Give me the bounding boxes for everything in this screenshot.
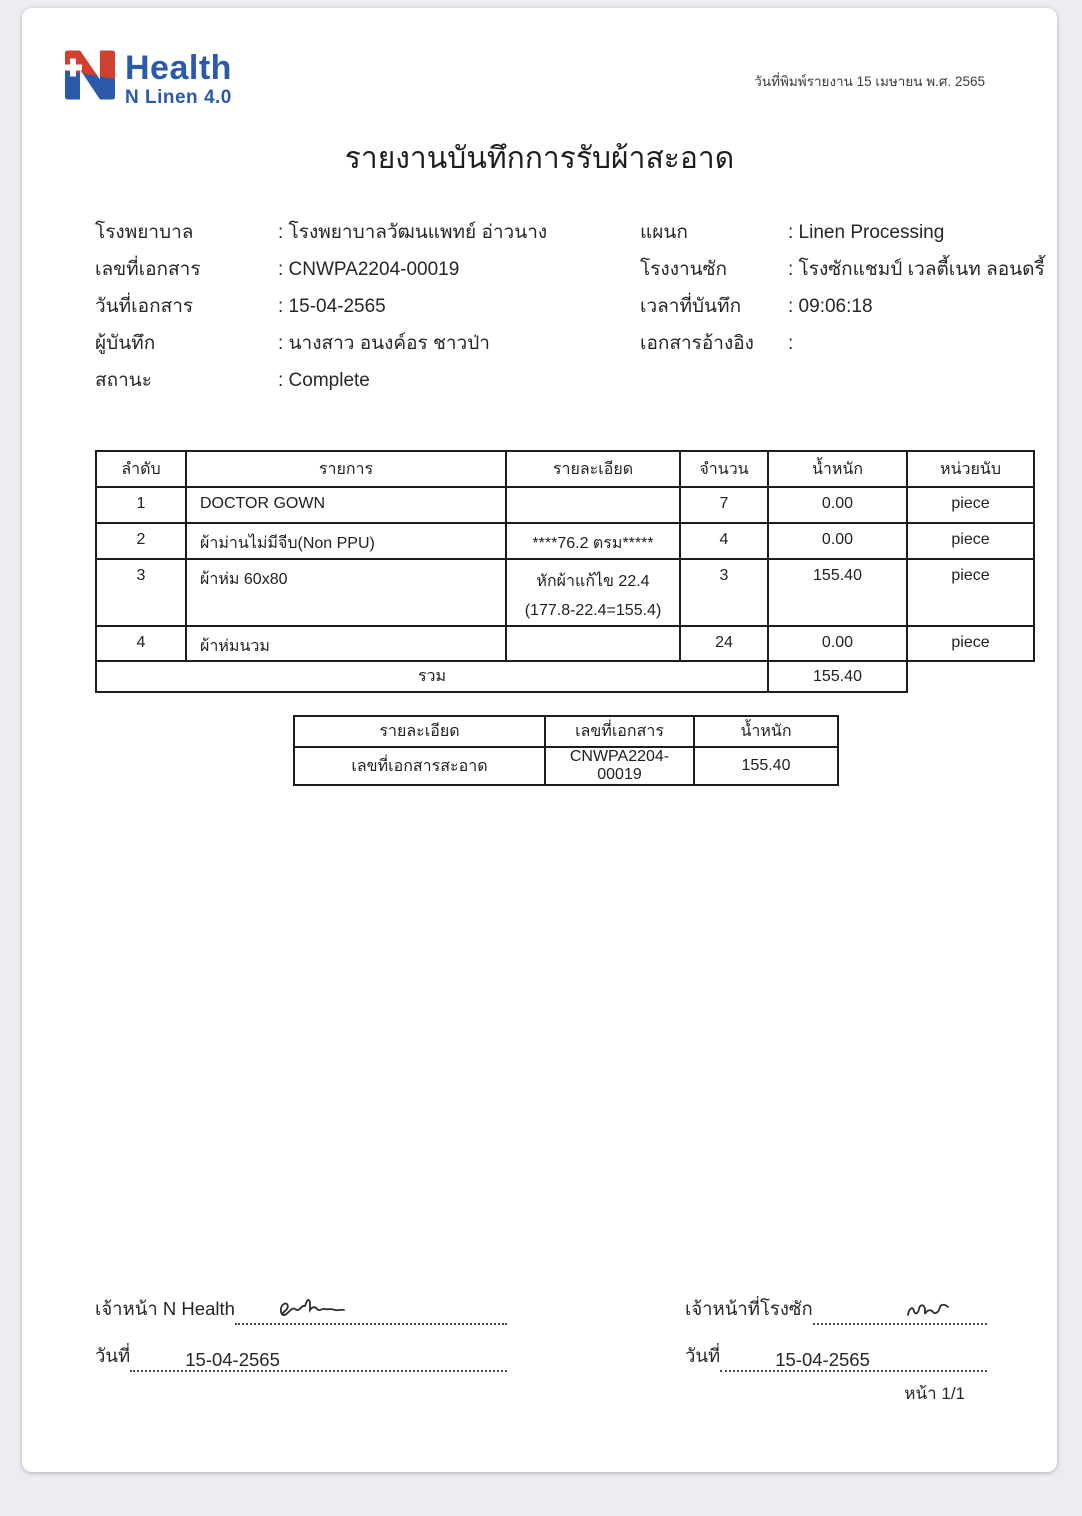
signature-block-nhealth [95,1285,507,1372]
date-dotted-line [720,1332,987,1372]
field-label: โรงพยาบาล [95,222,194,243]
cell-no: 3 [96,559,186,626]
table-row [96,626,1034,661]
cell-qty: 3 [680,559,768,626]
cell-item: ผ้าห่ม 60x80 [186,559,506,626]
table-row [96,487,1034,523]
signature-line [95,1285,507,1325]
col-header-no: ลำดับ [96,451,186,487]
cell-unit: piece [907,523,1034,559]
field-value: : CNWPA2204-00019 [278,259,460,280]
signature-label: เจ้าหน้า N Health [95,1298,235,1319]
info-column-left [95,214,615,399]
info-column-right [640,214,1045,362]
field-label: สถานะ [95,370,152,391]
summary-col-doc-no: เลขที่เอกสาร [545,716,694,747]
date-label: วันที่ [685,1345,721,1366]
col-header-weight: น้ำหนัก [768,451,907,487]
report-page [22,8,1057,1472]
field-value: : โรงซักแชมป์ เวลตี้เนท ลอนดรี้ [788,259,1045,280]
detail-line-2: (177.8-22.4=155.4) [524,602,662,619]
table-row [96,523,1034,559]
info-row-recorder [95,325,615,362]
summary-doc-no: CNWPA2204-00019 [545,747,694,785]
items-table-header-row [96,451,1034,487]
signature-date: 15-04-2565 [775,1349,870,1370]
info-row-doc-no [95,251,615,288]
summary-col-detail: รายละเอียด [294,716,545,747]
signature-date-line [95,1332,507,1372]
cell-detail [506,626,680,661]
summary-data-row [294,747,838,785]
info-row-record-time [640,288,1040,325]
info-row-doc-date [95,288,615,325]
summary-header-row [294,716,838,747]
table-row [96,559,1034,626]
signature-line [685,1285,987,1325]
field-value: : [788,333,794,354]
logo-brand-text: Health [125,49,232,87]
cell-no: 2 [96,523,186,559]
signature-label: เจ้าหน้าที่โรงซัก [685,1298,813,1319]
signature-scribble-icon [277,1297,349,1321]
page-number: หน้า 1/1 [904,1384,965,1403]
n-health-logo-icon [65,50,115,100]
cell-detail [506,487,680,523]
field-label: เวลาที่บันทึก [640,296,742,317]
total-row [96,661,1034,692]
logo [65,50,232,108]
field-label: เลขที่เอกสาร [95,259,201,280]
print-date: วันที่พิมพ์รายงาน 15 เมษายน พ.ศ. 2565 [754,74,985,89]
cell-unit: piece [907,487,1034,523]
summary-table [293,715,839,786]
summary-weight: 155.40 [694,747,838,785]
field-value: : โรงพยาบาลวัฒนแพทย์ อ่าวนาง [278,222,548,243]
info-row-reference-doc [640,325,1040,362]
signature-date: 15-04-2565 [185,1349,280,1370]
summary-col-weight: น้ำหนัก [694,716,838,747]
info-row-hospital [95,214,615,251]
col-header-unit: หน่วยนับ [907,451,1034,487]
logo-text [125,50,232,108]
report-title: รายงานบันทึกการรับผ้าสะอาด [344,142,735,175]
cell-detail: ****76.2 ตรม***** [506,523,680,559]
total-weight: 155.40 [768,661,907,692]
info-row-laundry-plant [640,251,1045,288]
cell-weight: 0.00 [768,626,907,661]
cell-weight: 0.00 [768,523,907,559]
cell-qty: 4 [680,523,768,559]
logo-subbrand-text: N Linen 4.0 [125,87,232,108]
cell-qty: 24 [680,626,768,661]
cell-weight: 0.00 [768,487,907,523]
info-row-status [95,362,615,399]
total-label: รวม [96,661,768,692]
field-value: : 09:06:18 [788,296,873,317]
cell-item: DOCTOR GOWN [186,487,506,523]
cell-detail [506,559,680,626]
signature-block-laundry [685,1285,987,1372]
col-header-detail: รายละเอียด [506,451,680,487]
cell-no: 4 [96,626,186,661]
col-header-item: รายการ [186,451,506,487]
field-label: แผนก [640,222,688,243]
signature-dotted-line [813,1285,987,1325]
cell-qty: 7 [680,487,768,523]
field-value: : Linen Processing [788,222,945,243]
info-row-department [640,214,1040,251]
date-dotted-line [130,1332,507,1372]
field-value: : นางสาว อนงค์อร ชาวป่า [278,333,490,354]
total-row-empty-cell [907,661,1034,692]
cell-item: ผ้าห่มนวม [186,626,506,661]
field-label: เอกสารอ้างอิง [640,333,754,354]
cell-no: 1 [96,487,186,523]
detail-line-1: หักผ้าแก้ไข 22.4 [536,573,650,590]
cell-item: ผ้าม่านไม่มีจีบ(Non PPU) [186,523,506,559]
summary-detail: เลขที่เอกสารสะอาด [294,747,545,785]
field-label: ผู้บันทึก [95,333,156,354]
status-value: : Complete [278,370,370,391]
cell-weight: 155.40 [768,559,907,626]
field-label: โรงงานซัก [640,259,728,280]
signature-scribble-icon [905,1299,951,1321]
signature-date-line [685,1332,987,1372]
items-table [95,450,1035,693]
date-label: วันที่ [95,1345,131,1366]
col-header-qty: จำนวน [680,451,768,487]
cell-unit: piece [907,626,1034,661]
signature-dotted-line [235,1285,507,1325]
cell-unit: piece [907,559,1034,626]
field-label: วันที่เอกสาร [95,296,194,317]
field-value: : 15-04-2565 [278,296,386,317]
